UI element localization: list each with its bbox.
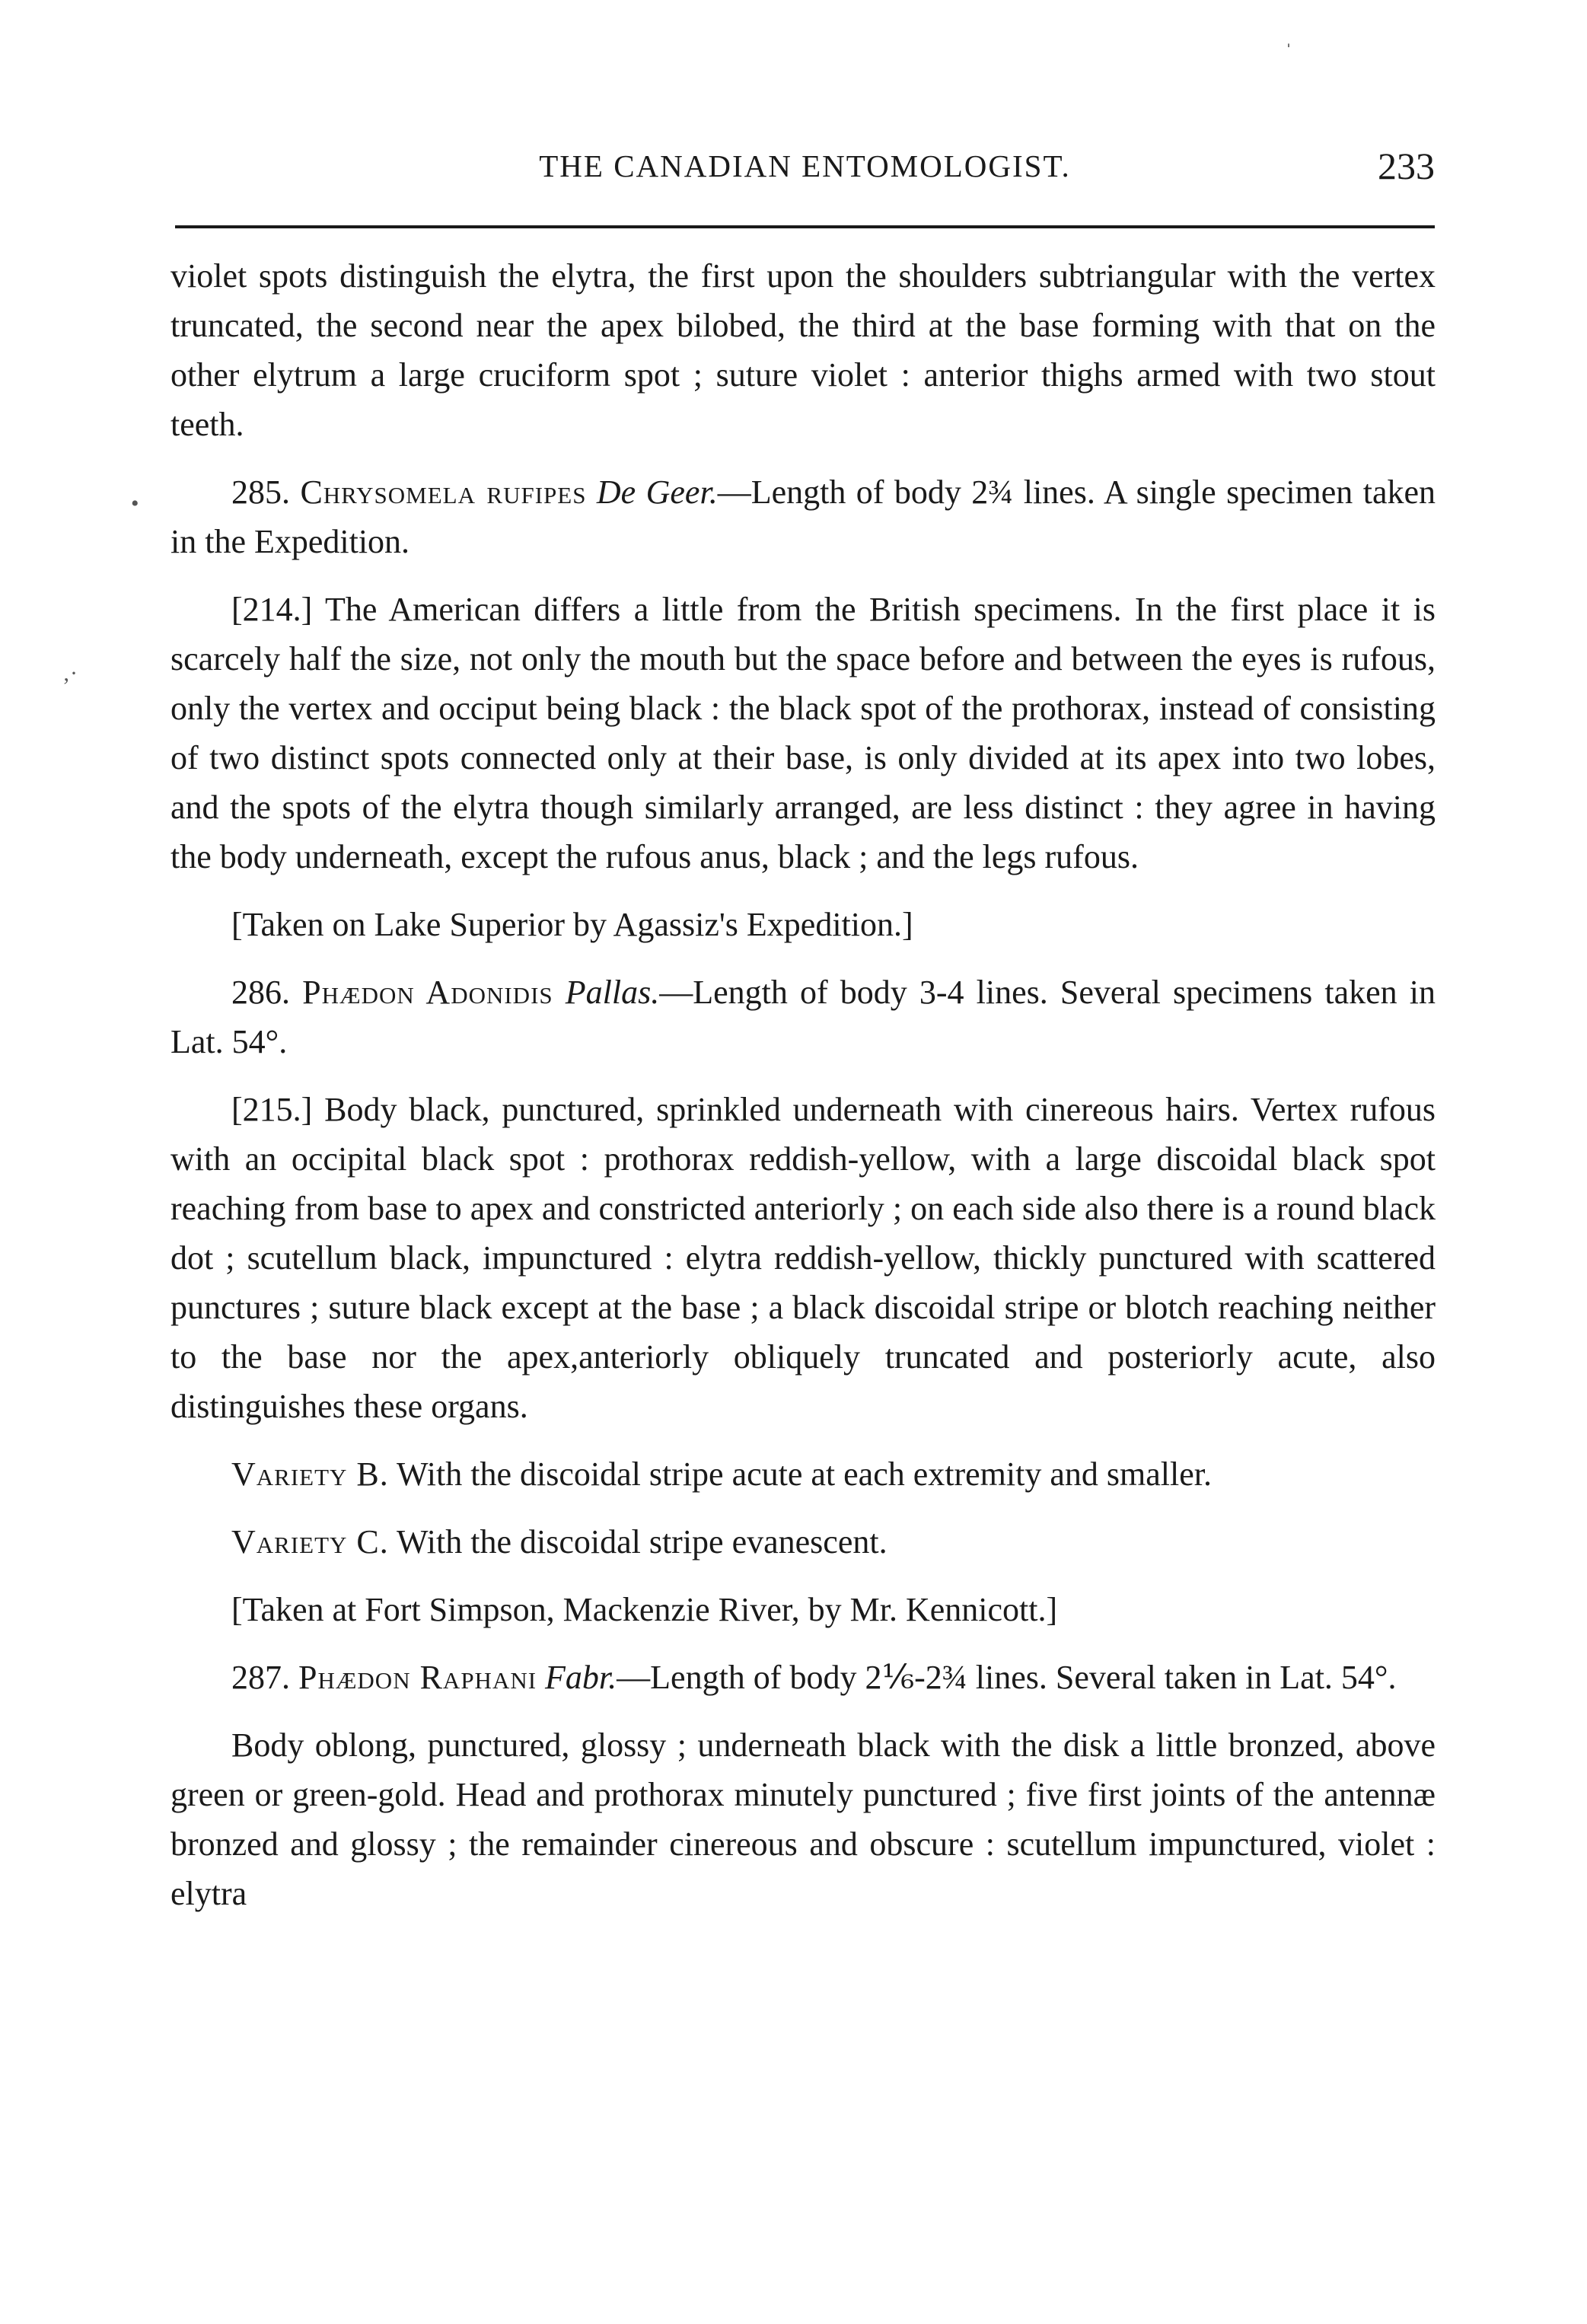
paragraph-continuation <box>170 251 1436 449</box>
species-author: Fabr. <box>545 1659 617 1696</box>
variety-c <box>170 1517 1436 1567</box>
page-number: 233 <box>1378 145 1435 187</box>
margin-speck: ˈ <box>1285 40 1292 65</box>
header-rule <box>175 225 1435 228</box>
species-author: De Geer. <box>596 473 718 511</box>
species-description: —Length of body 2¾ lines. A single specimen taken in the Expedition. <box>170 473 1436 560</box>
paragraph-text: [Taken at Fort Simpson, Mackenzie River, by Mr. Kennicott.] <box>231 1591 1058 1628</box>
species-description: —Length of body 2⅙-2¾ lines. Several taken in Lat. 54°. <box>617 1659 1397 1696</box>
paragraph-214 <box>170 585 1436 881</box>
species-number: 286. <box>231 974 290 1011</box>
species-description: —Length of body 3-4 lines. Several specimens taken in Lat. 54°. <box>170 974 1436 1060</box>
variety-text: With the discoidal stripe acute at each extremity and smaller. <box>397 1455 1212 1493</box>
locality-note <box>170 1585 1436 1634</box>
species-name: Phædon Adonidis <box>302 974 553 1011</box>
margin-bullet: • <box>131 491 139 516</box>
running-head <box>175 135 1435 196</box>
species-entry-286 <box>170 968 1436 1066</box>
species-author: Pallas. <box>565 974 660 1011</box>
locality-note <box>170 900 1436 949</box>
paragraph-text: Body oblong, punctured, glossy ; underneath black with the disk a little bronzed, above green or green-gold. Head and prothorax minutely punctured ; five first joints of the antennæ bronzed and glossy ; the remainder cinereous and obscure : scutellum impunctured, violet : elytra <box>170 1726 1436 1912</box>
paragraph-text: [215.] Body black, punctured, sprinkled underneath with cinereous hairs. Vertex rufous with an occipital black spot : prothorax reddish-yellow, with a large discoidal black spot reaching from base to apex and constricted anteriorly ; on each side also there is a round black dot ; scutellum black, impunctured : elytra reddish-yellow, thickly punctured with scattered punctures ; suture black except at the base ; a black discoidal stripe or blotch reaching neither to the base nor the apex,anteriorly obliquely truncated and posteriorly acute, also distinguishes these organs. <box>170 1091 1436 1425</box>
variety-label: Variety C. <box>231 1523 389 1560</box>
species-number: 285. <box>231 473 290 511</box>
variety-b <box>170 1449 1436 1499</box>
species-entry-287 <box>170 1653 1436 1702</box>
paragraph-description <box>170 1720 1436 1918</box>
species-number: 287. <box>231 1659 290 1696</box>
paragraph-215 <box>170 1085 1436 1431</box>
body-text <box>170 251 1436 1937</box>
species-name: Phædon Raphani <box>298 1659 537 1696</box>
species-entry-285 <box>170 467 1436 566</box>
variety-text: With the discoidal stripe evanescent. <box>397 1523 888 1560</box>
paragraph-text: [Taken on Lake Superior by Agassiz's Expedition.] <box>231 906 913 943</box>
species-name: Chrysomela rufipes <box>300 473 587 511</box>
margin-speck: ‚· <box>62 661 78 686</box>
paragraph-text: [214.] The American differs a little from the British specimens. In the first place it is scarcely half the size, not only the mouth but the space before and between the eyes is rufous, only the vertex and occiput being black : the black spot of the prothorax, instead of consisting of two distinct spots connected only at their base, is only divided at its apex into two lobes, and the spots of the elytra though similarly arranged, are less distinct : they agree in having the body underneath, except the rufous anus, black ; and the legs rufous. <box>170 591 1436 875</box>
variety-label: Variety B. <box>231 1455 389 1493</box>
running-title: THE CANADIAN ENTOMOLOGIST. <box>539 148 1071 183</box>
paragraph-text: violet spots distinguish the elytra, the first upon the shoulders subtriangular with the vertex truncated, the second near the apex bilobed, the third at the base forming with that on the other elytrum a large cruciform spot ; suture violet : anterior thighs armed with two stout teeth. <box>170 257 1436 443</box>
